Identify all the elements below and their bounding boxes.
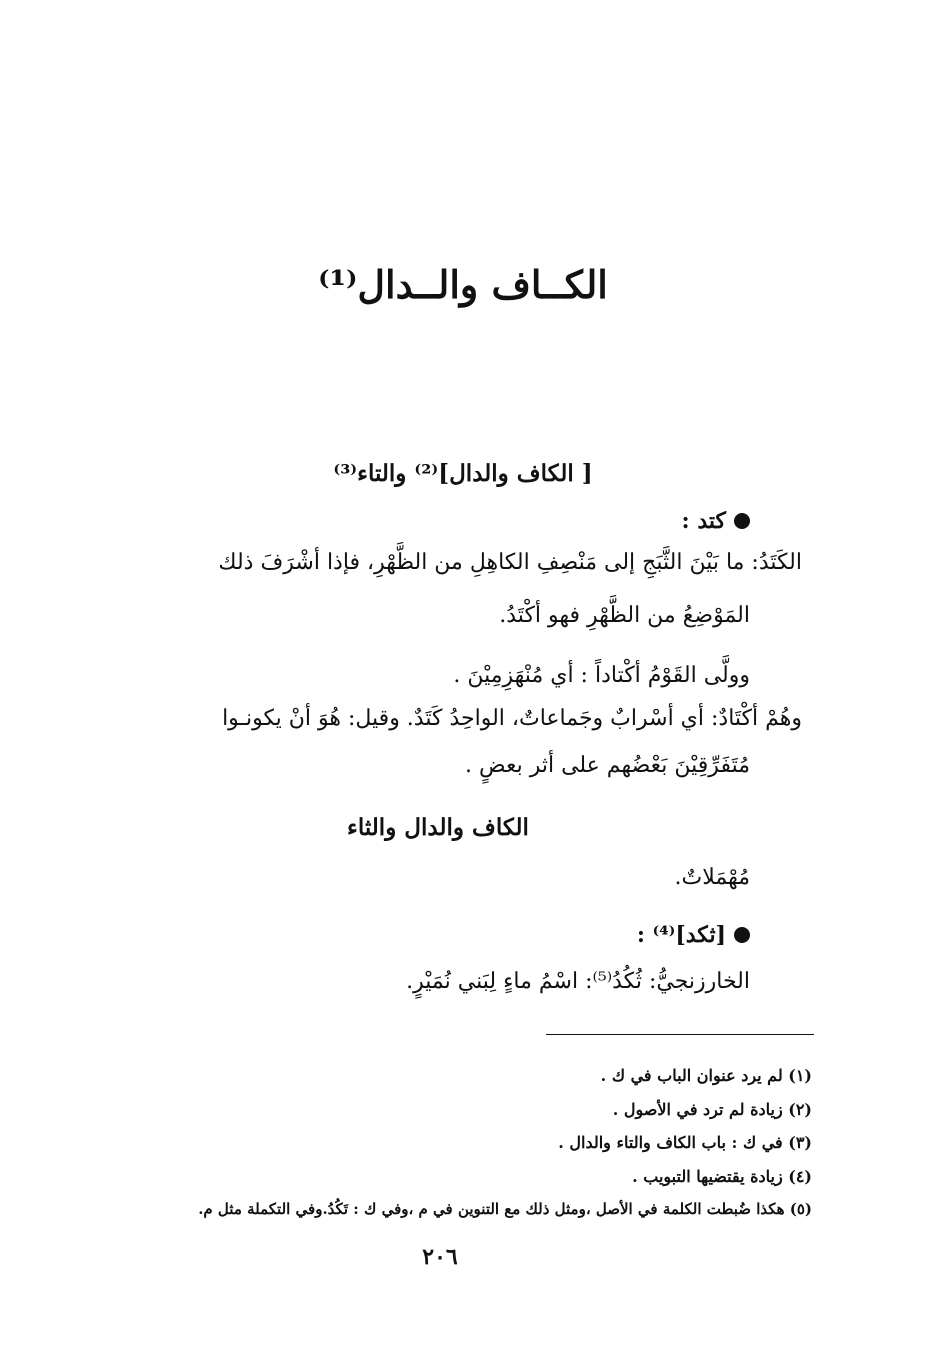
footnote-4: (٤) زيادة يقتضيها التبويب . xyxy=(632,1167,812,1186)
entry-ktd-line-2: المَوْضِعُ من الظَّهْرِ فهو أكْتَدُ. xyxy=(499,603,750,628)
footnote-5: (٥) هكذا ضُبطت الكلمة في الأصل ،ومثل ذلك مع التنوين في م ،وفي ك : تَكُدُ.وفي التكملة مثل م. xyxy=(198,1200,812,1218)
footnote-2: (٢) زيادة لم ترد في الأصول . xyxy=(612,1100,812,1119)
headword-label: [ثكد]⁽⁴⁾ : xyxy=(636,922,726,948)
entry-ktd-line-3: وولَّى القَوْمُ أكْتاداً : أي مُنْهَزِمِيْنَ . xyxy=(453,663,750,688)
footnote-1: (١) لم يرد عنوان الباب في ك . xyxy=(600,1066,812,1085)
section-heading-kaf-dal-ta: [ الكاف والدال]⁽²⁾ والتاء⁽³⁾ xyxy=(333,460,593,487)
bullet-icon xyxy=(734,513,750,529)
footnote-divider xyxy=(546,1034,814,1035)
headword-label: كتد : xyxy=(681,508,726,534)
chapter-title: الكــاف والــدال⁽¹⁾ xyxy=(318,262,608,307)
bullet-icon xyxy=(734,927,750,943)
section-status: مُهْمَلاتٌ. xyxy=(674,865,750,890)
entry-ktd-line-4: وهُمْ أكْتَادٌ: أي أسْرابٌ وجَماعاتٌ، الواحِدُ كَتَدٌ. وقيل: هُوَ أنْ يكونـوا xyxy=(222,706,802,731)
entry-ktd-line-5: مُتَفَرِّقِيْنَ بَعْضُهم على أثر بعضٍ . xyxy=(465,753,750,778)
footnote-3: (٣) في ك : باب الكاف والتاء والدال . xyxy=(558,1133,812,1152)
entry-thkd-line-1: الخارزنجيُّ: ثُكُدُ⁽⁵⁾: اسْمُ ماءٍ لِبَني نُمَيْرٍ. xyxy=(406,969,750,994)
page-number: ٢٠٦ xyxy=(422,1244,458,1270)
entry-headword-thkd xyxy=(637,922,750,948)
entry-ktd-line-1: الكَتَدُ: ما بَيْنَ الثَّبَجِ إلى مَنْصِفِ الكاهِلِ من الظَّهْرِ، فإذا أشْرَفَ ذلك xyxy=(218,550,802,575)
entry-headword-ktd xyxy=(682,508,750,534)
section-heading-kaf-dal-tha: الكاف والدال والثاء xyxy=(347,814,529,841)
